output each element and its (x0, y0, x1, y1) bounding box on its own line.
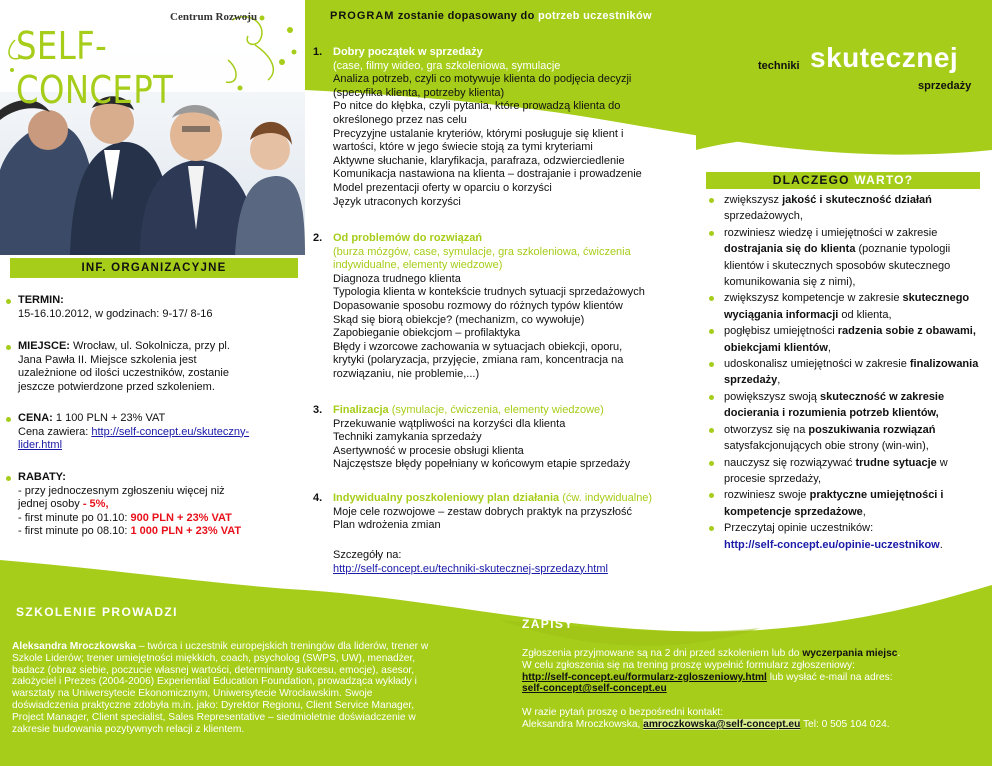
section-title: Finalizacja (333, 404, 389, 416)
title-after: sprzedaży (918, 80, 972, 92)
title-big: skutecznej (810, 42, 959, 73)
contact-mail-link[interactable]: amroczkowska@self-concept.eu (643, 718, 801, 730)
section-title: Od problemów do rozwiązań (333, 232, 483, 244)
rabaty-line-2-red: - 5%, (82, 498, 109, 510)
signup-line-2: W celu zgłoszenia się na trening proszę wypełnić formularz zgłoszeniowy: (522, 659, 855, 671)
s1-line-3: określonego przez nas celu (333, 113, 467, 126)
why-item: zwiększysz jakość i skuteczność działań sprzedażowych, (706, 192, 984, 225)
signup-line-4: W razie pytań proszę o bezpośredni kontakt: (522, 707, 724, 719)
program-text: zostanie dopasowany do (397, 10, 535, 22)
bullet-icon (6, 299, 11, 304)
program-header (330, 10, 652, 22)
why-highlight: WARTO? (854, 173, 914, 187)
s1-line-8: Model prezentacji oferty w oparciu o korzyści (333, 181, 552, 194)
trainer-line-7: zakresie budowania pozytywnych relacji z klientem. (12, 723, 245, 735)
rabaty-line-1: - przy jednoczesnym zgłoszeniu więcej niż (18, 484, 225, 497)
bullet-icon (709, 329, 714, 334)
s2-line-5: Błędy i wzorcowe zachowania w sytuacjach obiekcji, oporu, (333, 340, 623, 353)
why-item: rozwiniesz wiedzę i umiejętności w zakresie dostrajania się do klienta (poznanie typologii klientów i skutecznych sposobów skutecznego komunikowania się z nimi), (706, 225, 984, 291)
section-subtitle: (case, filmy wideo, gra szkoleniowa, symulacje (333, 59, 561, 72)
why-item: rozwiniesz swoje praktyczne umiejętności i kompetencje sprzedażowe, (706, 487, 984, 520)
rabaty-line-4: - first minute po 08.10: (18, 525, 131, 537)
s3-line-1: Techniki zamykania sprzedaży (333, 431, 482, 444)
s1-line-1: (specyfika klienta, potrzeby klienta) (333, 86, 505, 99)
form-link[interactable]: http://self-concept.eu/formularz-zgloszeniowy.html (522, 671, 767, 683)
why-item: Przeczytaj opinie uczestników: http://self-concept.eu/opinie-uczestnikow. (706, 520, 984, 553)
trainer-line-3: założyciel i Prezes (2004-2006) Experiential Education Foundation, prowadząca wykłady i (12, 676, 417, 688)
s1-line-6: Aktywne słuchanie, klaryfikacja, parafraza, odzwierciedlenie (333, 154, 625, 167)
trainer-bio (12, 641, 502, 735)
s1-line-2: Po nitce do kłębka, czyli pytania, które prowadzą klienta do (333, 100, 621, 113)
s1-line-7: Komunikacja nastawiona na klienta – dostrajanie i prowadzenie (333, 168, 642, 181)
s3-line-0: Przekuwanie wątpliwości na korzyści dla klienta (333, 417, 566, 430)
bullet-icon (709, 493, 714, 498)
miejsce-text-4: jeszcze potwierdzone przed szkoleniem. (18, 380, 215, 393)
bullet-icon (709, 296, 714, 301)
rabaty-item (18, 471, 298, 539)
why-list (706, 192, 984, 553)
why-item: udoskonalisz umiejętności w zakresie finalizowania sprzedaży, (706, 356, 984, 389)
title-small: techniki (758, 60, 800, 72)
signup-line-1b: wyczerpania miejsc (802, 648, 898, 659)
why-header (706, 172, 980, 189)
s1-line-0: Analiza potrzeb, czyli co motywuje klienta do podjęcia decyzji (333, 73, 632, 86)
section-number: 2. (313, 232, 323, 244)
signup-text (522, 648, 982, 731)
cena-item (18, 412, 298, 453)
bullet-icon (6, 476, 11, 481)
s2-line-1: Typologia klienta w kontekście trudnych sytuacji sprzedażowych (333, 286, 645, 299)
why-item: pogłębisz umiejętności radzenia sobie z obawami, obiekcjami klientów, (706, 323, 984, 356)
section-subtitle-2: indywidualne, elementy wiedzowe) (333, 259, 503, 272)
signup-line-1a: Zgłoszenia przyjmowane są na 2 dni przed szkoleniem lub do (522, 648, 803, 659)
bullet-icon (6, 345, 11, 350)
bullet-icon (6, 417, 11, 422)
why-item: zwiększysz kompetencje w zakresie skutecznego wyciągania informacji od klienta, (706, 290, 984, 323)
miejsce-item (18, 340, 298, 394)
bullet-icon (709, 231, 714, 236)
rabaty-label: RABATY: (18, 471, 66, 483)
trainer-name: Aleksandra Mroczkowska (12, 641, 137, 652)
cena-text: 1 100 PLN + 23% VAT (52, 412, 166, 424)
rabaty-line-3: - first minute po 01.10: (18, 511, 131, 524)
rabaty-line-2: jednej osoby (18, 498, 83, 510)
miejsce-text-3: uzależnione od ilości uczestników, zostanie (18, 367, 229, 379)
trainer-line-5: doświadczenia praktyczne zdobyła m.in. jako: Dyrektor Regionu, Client Service Manager, (12, 699, 415, 711)
trainer-title: SZKOLENIE PROWADZI (16, 605, 178, 619)
section-number: 4. (313, 492, 323, 504)
why-word: DLACZEGO (772, 173, 850, 187)
trainer-line-6: Project Manager, Client specialist, Sales Representative – siedmioletnie doświadczenie w (12, 711, 416, 723)
section-title: Dobry początek w sprzedaży (333, 46, 483, 58)
trainer-line-1: Szkole Liderów; trener umiejętności miękkich, coach, psycholog (SWPS, UW), menadżer, (12, 652, 416, 664)
brand-small-text: Centrum Rozwoju (170, 11, 258, 23)
section-number: 1. (313, 46, 323, 58)
cena-link-cont[interactable]: lider.html (18, 439, 63, 451)
trainer-line-2: badacz (obraz siebie, poczucie własnej wartości, determinanty sukcesu, emocje), asesor, (12, 664, 415, 676)
program-highlight: potrzeb uczestników (537, 10, 652, 22)
signup-line-1c: . (897, 648, 901, 659)
inf-org-header: INF. ORGANIZACYJNE (10, 258, 298, 278)
contact-tel: Tel: 0 505 104 024. (800, 718, 890, 730)
section-number: 3. (313, 404, 323, 416)
section-title: Indywidualny poszkoleniowy plan działania (333, 492, 560, 504)
bullet-icon (709, 395, 714, 400)
team-photo (0, 0, 305, 255)
cena-link-intro: Cena zawiera: (18, 425, 92, 438)
why-item: powiększysz swoją skuteczność w zakresie docierania i rozumienia potrzeb klientów, (706, 389, 984, 422)
s2-line-3: Skąd się biorą obiekcje? (mechanizm, co wywołuje) (333, 313, 585, 326)
trainer-line-0: – twórca i uczestnik europejskich treningów dla liderów, trener w (136, 641, 429, 652)
s2-line-2: Dopasowanie sposobu rozmowy do różnych typów klientów (333, 299, 623, 312)
s3-line-3: Najczęstsze błędy popełniany w końcowym etapie sprzedaży (333, 458, 631, 471)
s2-line-4: Zapobieganie obiekcjom – profilaktyka (333, 327, 521, 340)
miejsce-label: MIEJSCE: (18, 340, 70, 352)
s2-line-7: rozwiązaniu, nie problemie,...) (333, 367, 480, 380)
why-item: nauczysz się rozwiązywać trudne sytuacje w procesie sprzedaży, (706, 455, 984, 488)
program-word: PROGRAM (330, 10, 395, 22)
section-subtitle: (ćw. indywidualne) (559, 492, 653, 504)
cena-label: CENA: (18, 412, 53, 424)
s2-line-6: krytyki (polaryzacja, przyjęcie, zmiana ram, koncentracja na (333, 354, 624, 367)
contact-name: Aleksandra Mroczkowska, (522, 718, 644, 730)
trainer-line-4: warsztaty na Uniwersytecie Ekonomicznym, Uniwersytecie Wrocławskim. Swoje (12, 688, 373, 700)
s2-line-0: Diagnoza trudnego klienta (333, 272, 461, 285)
s3-line-2: Asertywność w procesie obsługi klienta (333, 444, 524, 457)
s1-line-5: wartości, które w jego świecie stoją za tymi kryteriami (333, 141, 593, 154)
bullet-icon (709, 461, 714, 466)
s4-line-1: Plan wdrożenia zmian (333, 519, 441, 532)
opinions-link[interactable]: http://self-concept.eu/opinie-uczestnikow (724, 538, 940, 551)
s1-line-9: Język utraconych korzyści (333, 195, 461, 208)
bullet-icon (709, 428, 714, 433)
s1-line-4: Precyzyjne ustalanie kryteriów, którymi posługuje się klient i (333, 127, 624, 140)
miejsce-text-1: Wrocław, ul. Sokolnicza, przy pl. (69, 340, 230, 352)
brand-logo-text: SELF-CONCEPT (16, 24, 174, 112)
section-subtitle: (symulacje, ćwiczenia, elementy wiedzowe) (388, 404, 604, 416)
mail-link[interactable]: self-concept@self-concept.eu (522, 683, 667, 695)
rabaty-line-3-red: 900 PLN + 23% VAT (130, 511, 232, 524)
termin-item (18, 294, 298, 321)
signup-line-3: lub wysłać e-mail na adres: (766, 671, 893, 683)
termin-text: 15-16.10.2012, w godzinach: 9-17/ 8-16 (18, 307, 213, 320)
bullet-icon (709, 362, 714, 367)
bullet-icon (709, 526, 714, 531)
course-title (752, 38, 982, 98)
miejsce-text-2: Jana Pawła II. Miejsce szkolenia jest (18, 353, 197, 366)
signup-title: ZAPISY (522, 617, 574, 631)
termin-label: TERMIN: (18, 294, 64, 306)
cena-link[interactable]: http://self-concept.eu/skuteczny- (91, 425, 250, 438)
s4-line-0: Moje cele rozwojowe – zestaw dobrych praktyk na przyszłość (333, 505, 632, 518)
bullet-icon (709, 198, 714, 203)
why-item: otworzysz się na poszukiwania rozwiązań satysfakcjonujących obie strony (win-win), (706, 422, 984, 455)
rabaty-line-4-red: 1 000 PLN + 23% VAT (130, 525, 242, 537)
section-subtitle-1: (burza mózgów, case, symulacje, gra szkoleniowa, ćwiczenia (333, 245, 631, 258)
details-link[interactable]: http://self-concept.eu/techniki-skutecznej-sprzedazy.html (333, 562, 608, 575)
details-label: Szczegóły na: (333, 549, 402, 561)
